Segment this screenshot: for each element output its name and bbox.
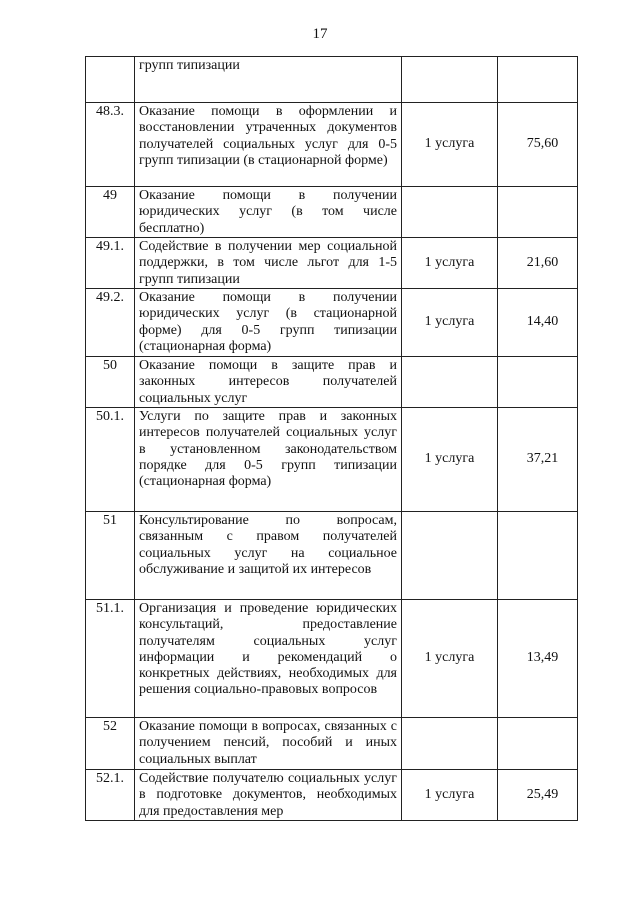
service-price bbox=[498, 718, 578, 770]
row-number: 49.1. bbox=[86, 238, 135, 289]
service-price bbox=[498, 57, 578, 103]
table-row bbox=[86, 103, 578, 187]
service-unit: 1 услуга bbox=[402, 600, 498, 718]
table-row bbox=[86, 57, 578, 103]
service-unit: 1 услуга bbox=[402, 103, 498, 187]
table-row bbox=[86, 512, 578, 600]
service-price: 13,49 bbox=[498, 600, 578, 718]
service-price bbox=[498, 187, 578, 238]
row-number: 51.1. bbox=[86, 600, 135, 718]
service-description: Организация и проведение юридических консультаций, предоставление получателям социальных услуг информации и рекомендаций о конкретных действиях, необходимых для решения социально-правовых вопросов bbox=[135, 600, 402, 718]
service-price: 25,49 bbox=[498, 770, 578, 821]
table-row bbox=[86, 187, 578, 238]
table-row bbox=[86, 718, 578, 770]
row-number: 48.3. bbox=[86, 103, 135, 187]
row-number: 52.1. bbox=[86, 770, 135, 821]
service-description: Содействие в получении мер социальной поддержки, в том числе льгот для 1-5 групп типизации bbox=[135, 238, 402, 289]
service-unit bbox=[402, 57, 498, 103]
service-unit: 1 услуга bbox=[402, 289, 498, 357]
services-table-body bbox=[86, 57, 578, 821]
table-row bbox=[86, 408, 578, 512]
service-description: Содействие получателю социальных услуг в подготовке документов, необходимых для предоставления мер bbox=[135, 770, 402, 821]
page-number: 17 bbox=[312, 26, 328, 42]
service-price bbox=[498, 357, 578, 408]
service-price: 75,60 bbox=[498, 103, 578, 187]
service-unit bbox=[402, 357, 498, 408]
table-row bbox=[86, 289, 578, 357]
row-number: 50 bbox=[86, 357, 135, 408]
service-description: Оказание помощи в оформлении и восстановлении утраченных документов получателей социальных услуг для 0-5 групп типизации (в стационарной форме) bbox=[135, 103, 402, 187]
row-number: 50.1. bbox=[86, 408, 135, 512]
service-price bbox=[498, 512, 578, 600]
service-price: 14,40 bbox=[498, 289, 578, 357]
service-unit: 1 услуга bbox=[402, 238, 498, 289]
table-row bbox=[86, 238, 578, 289]
service-description: Оказание помощи в вопросах, связанных с получением пенсий, пособий и иных социальных выплат bbox=[135, 718, 402, 770]
row-number: 49.2. bbox=[86, 289, 135, 357]
table-row bbox=[86, 600, 578, 718]
service-unit: 1 услуга bbox=[402, 770, 498, 821]
service-description: групп типизации bbox=[135, 57, 402, 103]
service-price: 21,60 bbox=[498, 238, 578, 289]
service-description: Оказание помощи в защите прав и законных интересов получателей социальных услуг bbox=[135, 357, 402, 408]
service-price: 37,21 bbox=[498, 408, 578, 512]
service-description: Консультирование по вопросам, связанным с правом получателей социальных услуг на социальное обслуживание и защитой их интересов bbox=[135, 512, 402, 600]
service-unit: 1 услуга bbox=[402, 408, 498, 512]
service-description: Услуги по защите прав и законных интересов получателей социальных услуг в установленном законодательством порядке для 0-5 групп типизации (стационарная форма) bbox=[135, 408, 402, 512]
service-unit bbox=[402, 718, 498, 770]
row-number: 51 bbox=[86, 512, 135, 600]
services-table bbox=[85, 56, 578, 821]
row-number: 52 bbox=[86, 718, 135, 770]
table-row bbox=[86, 357, 578, 408]
service-unit bbox=[402, 187, 498, 238]
row-number: 49 bbox=[86, 187, 135, 238]
row-number bbox=[86, 57, 135, 103]
table-row bbox=[86, 770, 578, 821]
service-description: Оказание помощи в получении юридических услуг (в том числе бесплатно) bbox=[135, 187, 402, 238]
service-description: Оказание помощи в получении юридических услуг (в стационарной форме) для 0-5 групп типизации (стационарная форма) bbox=[135, 289, 402, 357]
service-unit bbox=[402, 512, 498, 600]
